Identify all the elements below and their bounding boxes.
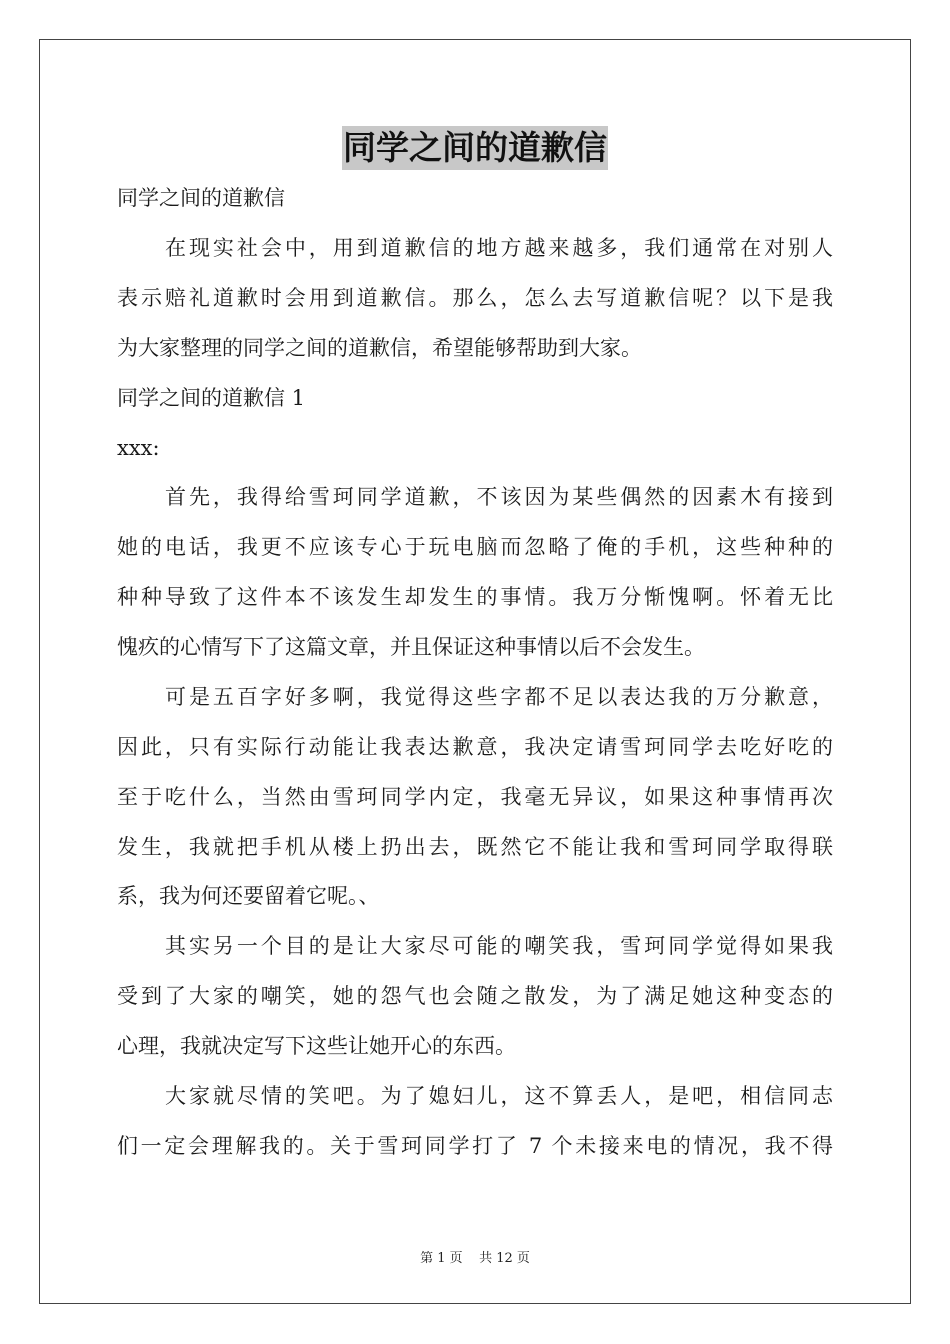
intro-line-2: 表示赔礼道歉时会用到道歉信。那么，怎么去写道歉信呢？以下是我 [117,286,833,310]
body-line-14: 们一定会理解我的。关于雪珂同学打了 7 个未接来电的情况，我不得 [117,1134,833,1158]
body-line-4: 愧疚的心情写下了这篇文章，并且保证这种事情以后不会发生。 [117,635,705,659]
intro-line-3: 为大家整理的同学之间的道歉信，希望能够帮助到大家。 [117,336,642,360]
intro-line-1: 在现实社会中，用到道歉信的地方越来越多，我们通常在对别人 [165,236,833,260]
document-title [0,126,950,170]
section-heading: 同学之间的道歉信 1 [117,386,306,410]
salutation: xxx: [117,436,160,460]
body-line-10: 其实另一个目的是让大家尽可能的嘲笑我，雪珂同学觉得如果我 [165,934,833,958]
body-line-5: 可是五百字好多啊，我觉得这些字都不足以表达我的万分歉意， [165,685,833,709]
body-line-3: 种种导致了这件本不该发生却发生的事情。我万分惭愧啊。怀着无比 [117,585,833,609]
page-number: 第 1 页 共 12 页 [420,1251,530,1266]
subtitle-line: 同学之间的道歉信 [117,186,285,210]
body-line-11: 受到了大家的嘲笑，她的怨气也会随之散发，为了满足她这种变态的 [117,984,833,1008]
body-line-2: 她的电话，我更不应该专心于玩电脑而忽略了俺的手机，这些种种的 [117,535,833,559]
body-line-12: 心理，我就决定写下这些让她开心的东西。 [117,1034,516,1058]
body-line-9: 系，我为何还要留着它呢。、 [117,884,380,908]
body-line-13: 大家就尽情的笑吧。为了媳妇儿，这不算丢人，是吧，相信同志 [165,1084,833,1108]
page-border [39,39,911,1304]
document-title-text: 同学之间的道歉信 [342,126,608,170]
body-line-7: 至于吃什么，当然由雪珂同学内定，我毫无异议，如果这种事情再次 [117,785,833,809]
body-line-1: 首先，我得给雪珂同学道歉，不该因为某些偶然的因素木有接到 [165,485,833,509]
body-line-6: 因此，只有实际行动能让我表达歉意，我决定请雪珂同学去吃好吃的 [117,735,833,759]
body-line-8: 发生，我就把手机从楼上扔出去，既然它不能让我和雪珂同学取得联 [117,835,833,859]
